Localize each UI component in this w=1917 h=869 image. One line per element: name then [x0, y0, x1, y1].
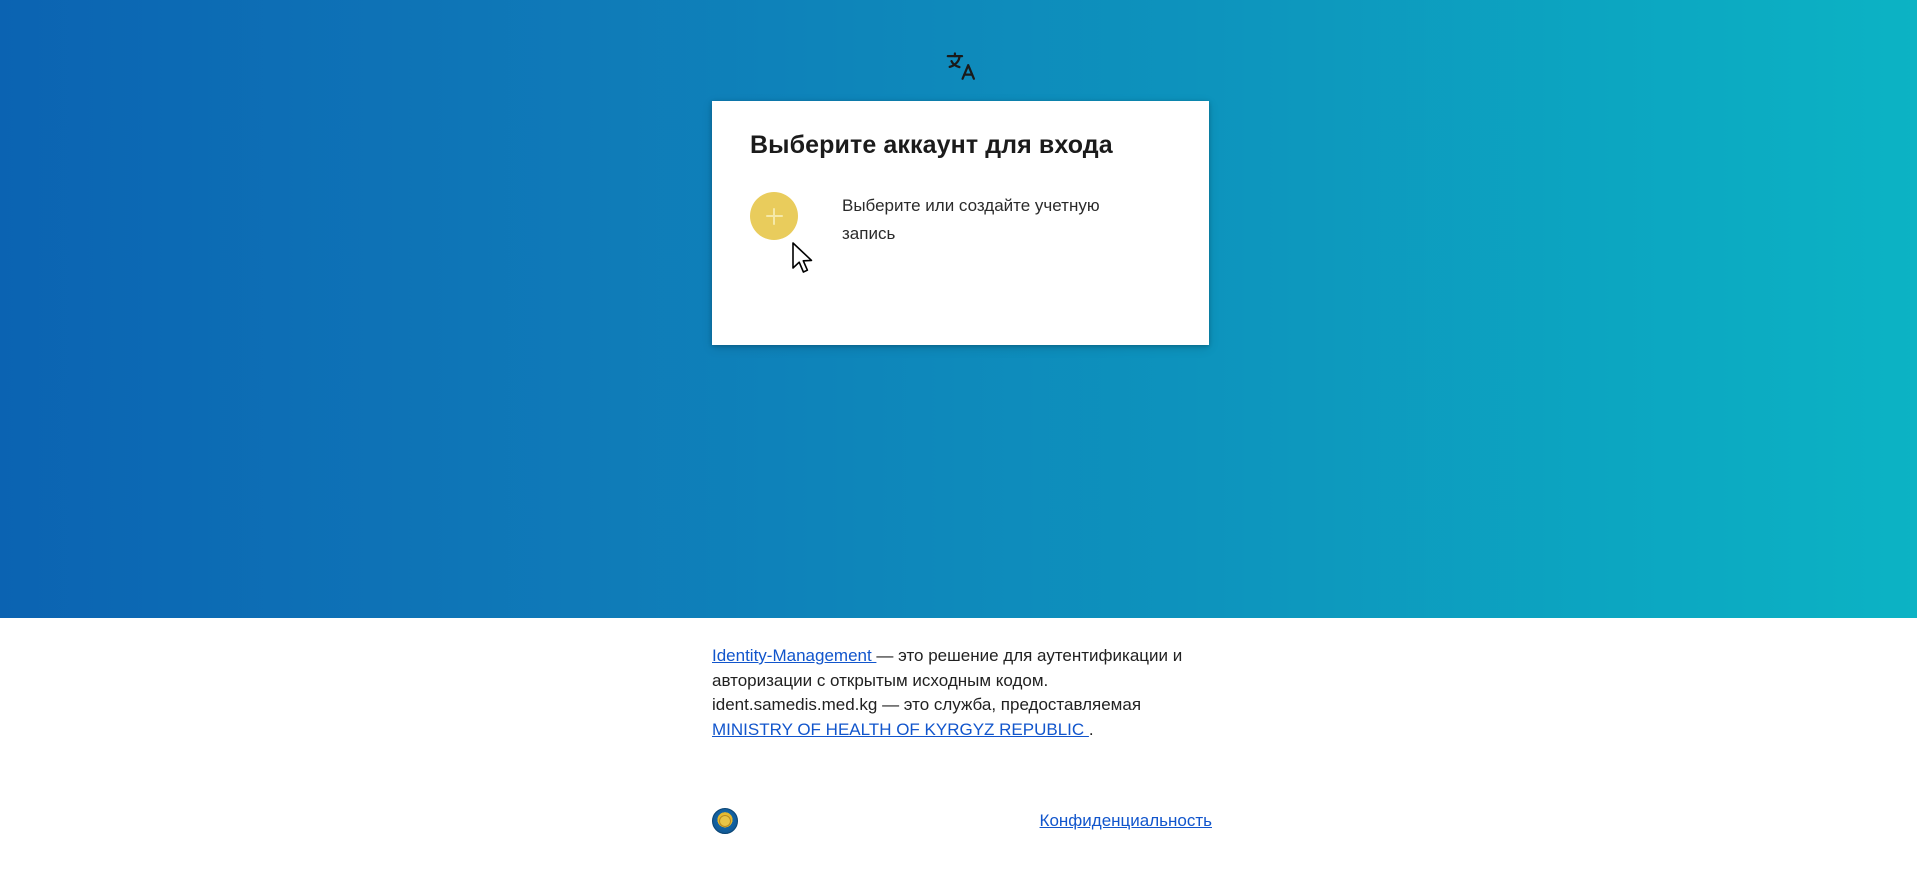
footer-description-part1: — это решение для аутентификации и авторизации с открытым исходным кодом. ident.samedis.med.kg — это служба, предоставляемая — [712, 646, 1183, 715]
add-account-label: Выберите или создайте учетную запись — [842, 196, 1100, 243]
footer — [0, 618, 1917, 869]
footer-description — [712, 644, 1207, 743]
footer-bottom-bar — [712, 805, 1212, 837]
kyrgyz-republic-emblem-icon — [712, 808, 738, 834]
translate-icon[interactable] — [944, 48, 980, 84]
page-title: Выберите аккаунт для входа — [750, 131, 1113, 159]
ministry-of-health-link[interactable]: MINISTRY OF HEALTH OF KYRGYZ REPUBLIC — [712, 719, 1089, 739]
footer-description-block — [712, 644, 1212, 743]
footer-description-part2: . — [1088, 719, 1094, 739]
plus-icon[interactable] — [750, 192, 798, 240]
privacy-link[interactable]: Конфиденциальность — [1039, 811, 1212, 830]
account-selection-card — [712, 101, 1209, 345]
identity-management-link[interactable]: Identity-Management — [712, 646, 877, 665]
add-account-option[interactable] — [750, 192, 1170, 247]
